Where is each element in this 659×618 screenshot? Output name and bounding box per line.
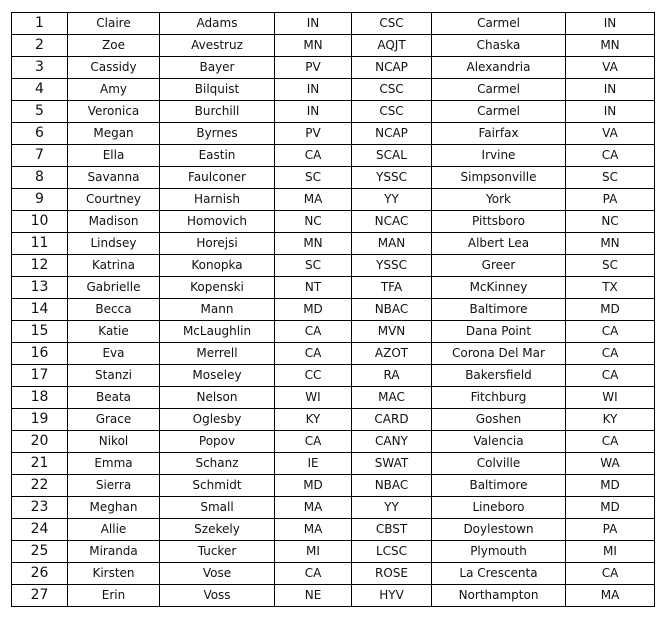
state-cell: TX [566, 277, 655, 299]
row-number-cell: 23 [12, 497, 68, 519]
city-cell: Carmel [432, 101, 566, 123]
region-code-cell: CA [275, 343, 352, 365]
state-cell: MI [566, 541, 655, 563]
table-row [12, 321, 655, 343]
row-number-cell: 12 [12, 255, 68, 277]
state-cell: PA [566, 189, 655, 211]
state-cell: VA [566, 123, 655, 145]
region-code-cell: NT [275, 277, 352, 299]
club-code-cell: SWAT [352, 453, 432, 475]
club-code-cell: NCAC [352, 211, 432, 233]
club-code-cell: NBAC [352, 299, 432, 321]
city-cell: McKinney [432, 277, 566, 299]
state-cell: MN [566, 35, 655, 57]
club-code-cell: MAC [352, 387, 432, 409]
last-name-cell: Merrell [160, 343, 275, 365]
club-code-cell: YSSC [352, 255, 432, 277]
first-name-cell: Grace [68, 409, 160, 431]
table-row [12, 255, 655, 277]
club-code-cell: CARD [352, 409, 432, 431]
region-code-cell: MD [275, 475, 352, 497]
region-code-cell: CA [275, 431, 352, 453]
table-row [12, 585, 655, 607]
table-row [12, 343, 655, 365]
city-cell: Baltimore [432, 475, 566, 497]
table-row [12, 453, 655, 475]
first-name-cell: Madison [68, 211, 160, 233]
city-cell: Greer [432, 255, 566, 277]
club-code-cell: AQJT [352, 35, 432, 57]
club-code-cell: NCAP [352, 123, 432, 145]
row-number-cell: 24 [12, 519, 68, 541]
first-name-cell: Allie [68, 519, 160, 541]
city-cell: Corona Del Mar [432, 343, 566, 365]
city-cell: Simpsonville [432, 167, 566, 189]
city-cell: Bakersfield [432, 365, 566, 387]
table-row [12, 299, 655, 321]
first-name-cell: Meghan [68, 497, 160, 519]
region-code-cell: MN [275, 233, 352, 255]
row-number-cell: 5 [12, 101, 68, 123]
region-code-cell: IN [275, 79, 352, 101]
row-number-cell: 11 [12, 233, 68, 255]
last-name-cell: Small [160, 497, 275, 519]
club-code-cell: CSC [352, 79, 432, 101]
region-code-cell: KY [275, 409, 352, 431]
roster-table-body [12, 13, 655, 607]
table-row [12, 189, 655, 211]
table-row [12, 519, 655, 541]
last-name-cell: Tucker [160, 541, 275, 563]
table-row [12, 123, 655, 145]
city-cell: Pittsboro [432, 211, 566, 233]
last-name-cell: Faulconer [160, 167, 275, 189]
table-row [12, 365, 655, 387]
first-name-cell: Savanna [68, 167, 160, 189]
first-name-cell: Megan [68, 123, 160, 145]
state-cell: CA [566, 321, 655, 343]
row-number-cell: 7 [12, 145, 68, 167]
row-number-cell: 15 [12, 321, 68, 343]
table-row [12, 277, 655, 299]
city-cell: Lineboro [432, 497, 566, 519]
club-code-cell: CBST [352, 519, 432, 541]
first-name-cell: Ella [68, 145, 160, 167]
club-code-cell: MVN [352, 321, 432, 343]
state-cell: CA [566, 343, 655, 365]
region-code-cell: SC [275, 167, 352, 189]
table-row [12, 541, 655, 563]
last-name-cell: Homovich [160, 211, 275, 233]
city-cell: Plymouth [432, 541, 566, 563]
last-name-cell: Bilquist [160, 79, 275, 101]
region-code-cell: MA [275, 189, 352, 211]
first-name-cell: Veronica [68, 101, 160, 123]
table-row [12, 79, 655, 101]
row-number-cell: 4 [12, 79, 68, 101]
table-row [12, 35, 655, 57]
table-row [12, 233, 655, 255]
state-cell: CA [566, 431, 655, 453]
last-name-cell: Avestruz [160, 35, 275, 57]
last-name-cell: Vose [160, 563, 275, 585]
row-number-cell: 19 [12, 409, 68, 431]
first-name-cell: Nikol [68, 431, 160, 453]
table-row [12, 409, 655, 431]
last-name-cell: Konopka [160, 255, 275, 277]
club-code-cell: CANY [352, 431, 432, 453]
region-code-cell: IN [275, 13, 352, 35]
club-code-cell: YY [352, 497, 432, 519]
first-name-cell: Becca [68, 299, 160, 321]
first-name-cell: Beata [68, 387, 160, 409]
table-row [12, 145, 655, 167]
last-name-cell: Oglesby [160, 409, 275, 431]
row-number-cell: 27 [12, 585, 68, 607]
state-cell: CA [566, 145, 655, 167]
first-name-cell: Gabrielle [68, 277, 160, 299]
last-name-cell: Schmidt [160, 475, 275, 497]
first-name-cell: Amy [68, 79, 160, 101]
first-name-cell: Courtney [68, 189, 160, 211]
table-row [12, 167, 655, 189]
region-code-cell: MI [275, 541, 352, 563]
club-code-cell: HYV [352, 585, 432, 607]
city-cell: Dana Point [432, 321, 566, 343]
first-name-cell: Emma [68, 453, 160, 475]
last-name-cell: Nelson [160, 387, 275, 409]
first-name-cell: Cassidy [68, 57, 160, 79]
city-cell: Valencia [432, 431, 566, 453]
state-cell: MD [566, 475, 655, 497]
table-row [12, 475, 655, 497]
region-code-cell: NE [275, 585, 352, 607]
last-name-cell: Kopenski [160, 277, 275, 299]
state-cell: IN [566, 79, 655, 101]
table-row [12, 563, 655, 585]
last-name-cell: Harnish [160, 189, 275, 211]
region-code-cell: WI [275, 387, 352, 409]
region-code-cell: CA [275, 145, 352, 167]
state-cell: IN [566, 101, 655, 123]
table-row [12, 211, 655, 233]
first-name-cell: Zoe [68, 35, 160, 57]
club-code-cell: YSSC [352, 167, 432, 189]
club-code-cell: TFA [352, 277, 432, 299]
city-cell: Colville [432, 453, 566, 475]
state-cell: WI [566, 387, 655, 409]
city-cell: Baltimore [432, 299, 566, 321]
club-code-cell: SCAL [352, 145, 432, 167]
region-code-cell: MA [275, 497, 352, 519]
region-code-cell: MA [275, 519, 352, 541]
region-code-cell: IE [275, 453, 352, 475]
state-cell: KY [566, 409, 655, 431]
row-number-cell: 8 [12, 167, 68, 189]
region-code-cell: MN [275, 35, 352, 57]
row-number-cell: 18 [12, 387, 68, 409]
region-code-cell: IN [275, 101, 352, 123]
row-number-cell: 13 [12, 277, 68, 299]
state-cell: NC [566, 211, 655, 233]
city-cell: Northampton [432, 585, 566, 607]
first-name-cell: Kirsten [68, 563, 160, 585]
last-name-cell: Byrnes [160, 123, 275, 145]
city-cell: Carmel [432, 79, 566, 101]
city-cell: La Crescenta [432, 563, 566, 585]
last-name-cell: Horejsi [160, 233, 275, 255]
club-code-cell: NCAP [352, 57, 432, 79]
state-cell: MA [566, 585, 655, 607]
region-code-cell: MD [275, 299, 352, 321]
last-name-cell: Moseley [160, 365, 275, 387]
row-number-cell: 1 [12, 13, 68, 35]
region-code-cell: SC [275, 255, 352, 277]
table-row [12, 387, 655, 409]
roster-table [11, 12, 655, 607]
last-name-cell: Mann [160, 299, 275, 321]
first-name-cell: Stanzi [68, 365, 160, 387]
first-name-cell: Sierra [68, 475, 160, 497]
first-name-cell: Katrina [68, 255, 160, 277]
table-row [12, 431, 655, 453]
city-cell: Doylestown [432, 519, 566, 541]
last-name-cell: Bayer [160, 57, 275, 79]
city-cell: Fairfax [432, 123, 566, 145]
last-name-cell: Schanz [160, 453, 275, 475]
table-row [12, 497, 655, 519]
table-row [12, 57, 655, 79]
city-cell: Goshen [432, 409, 566, 431]
state-cell: MD [566, 497, 655, 519]
state-cell: CA [566, 365, 655, 387]
row-number-cell: 3 [12, 57, 68, 79]
last-name-cell: McLaughlin [160, 321, 275, 343]
last-name-cell: Szekely [160, 519, 275, 541]
city-cell: Carmel [432, 13, 566, 35]
state-cell: PA [566, 519, 655, 541]
club-code-cell: MAN [352, 233, 432, 255]
state-cell: WA [566, 453, 655, 475]
state-cell: SC [566, 167, 655, 189]
city-cell: Albert Lea [432, 233, 566, 255]
region-code-cell: PV [275, 57, 352, 79]
row-number-cell: 2 [12, 35, 68, 57]
city-cell: Fitchburg [432, 387, 566, 409]
state-cell: SC [566, 255, 655, 277]
state-cell: MN [566, 233, 655, 255]
club-code-cell: NBAC [352, 475, 432, 497]
club-code-cell: LCSC [352, 541, 432, 563]
row-number-cell: 9 [12, 189, 68, 211]
row-number-cell: 26 [12, 563, 68, 585]
row-number-cell: 17 [12, 365, 68, 387]
region-code-cell: PV [275, 123, 352, 145]
club-code-cell: YY [352, 189, 432, 211]
first-name-cell: Lindsey [68, 233, 160, 255]
last-name-cell: Adams [160, 13, 275, 35]
table-row [12, 13, 655, 35]
row-number-cell: 6 [12, 123, 68, 145]
row-number-cell: 21 [12, 453, 68, 475]
region-code-cell: CA [275, 563, 352, 585]
row-number-cell: 10 [12, 211, 68, 233]
club-code-cell: ROSE [352, 563, 432, 585]
region-code-cell: NC [275, 211, 352, 233]
last-name-cell: Voss [160, 585, 275, 607]
club-code-cell: AZOT [352, 343, 432, 365]
club-code-cell: RA [352, 365, 432, 387]
city-cell: Alexandria [432, 57, 566, 79]
city-cell: Chaska [432, 35, 566, 57]
region-code-cell: CA [275, 321, 352, 343]
city-cell: Irvine [432, 145, 566, 167]
last-name-cell: Eastin [160, 145, 275, 167]
state-cell: IN [566, 13, 655, 35]
state-cell: VA [566, 57, 655, 79]
club-code-cell: CSC [352, 13, 432, 35]
row-number-cell: 20 [12, 431, 68, 453]
club-code-cell: CSC [352, 101, 432, 123]
region-code-cell: CC [275, 365, 352, 387]
city-cell: York [432, 189, 566, 211]
last-name-cell: Burchill [160, 101, 275, 123]
row-number-cell: 16 [12, 343, 68, 365]
first-name-cell: Erin [68, 585, 160, 607]
row-number-cell: 22 [12, 475, 68, 497]
row-number-cell: 14 [12, 299, 68, 321]
row-number-cell: 25 [12, 541, 68, 563]
first-name-cell: Claire [68, 13, 160, 35]
state-cell: MD [566, 299, 655, 321]
table-row [12, 101, 655, 123]
first-name-cell: Katie [68, 321, 160, 343]
state-cell: CA [566, 563, 655, 585]
last-name-cell: Popov [160, 431, 275, 453]
first-name-cell: Miranda [68, 541, 160, 563]
first-name-cell: Eva [68, 343, 160, 365]
